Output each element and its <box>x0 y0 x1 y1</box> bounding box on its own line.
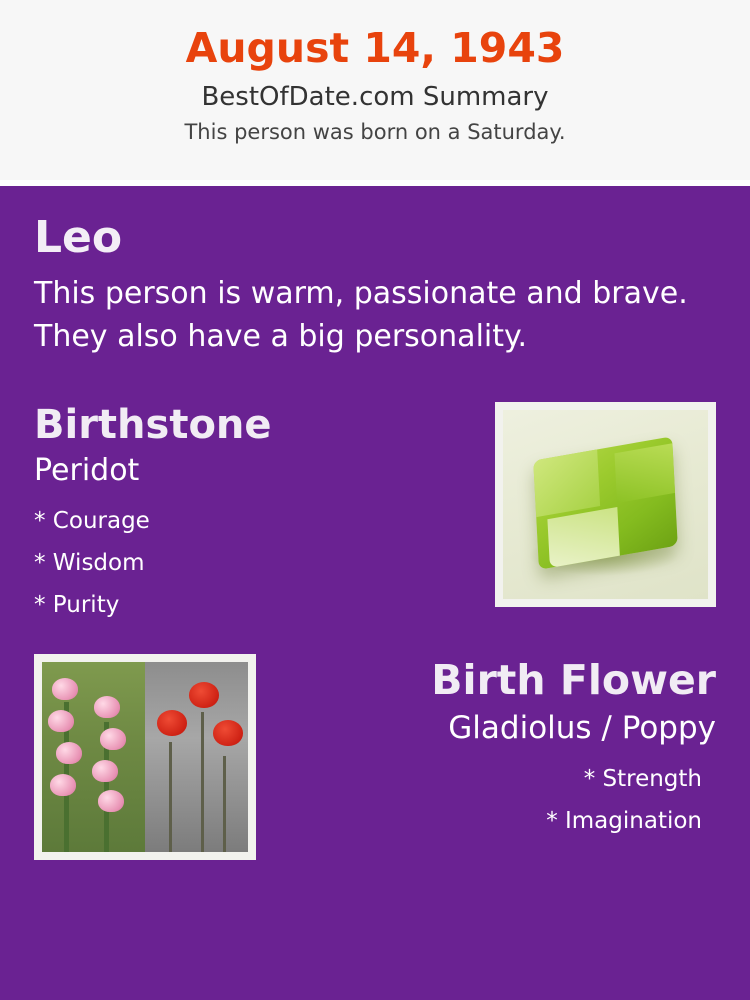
birthstone-photo <box>495 402 716 607</box>
birth-flower-photo <box>34 654 256 860</box>
birth-flower-section <box>34 654 716 869</box>
page-title: August 14, 1943 <box>185 24 565 72</box>
birthstone-trait: * Wisdom <box>34 550 145 576</box>
details-panel <box>0 186 750 1000</box>
birthstone-trait: * Courage <box>34 508 150 534</box>
zodiac-sign-name: Leo <box>34 212 123 263</box>
zodiac-description: This person is warm, passionate and brave. They also have a big personality. <box>34 276 688 354</box>
born-day-note: This person was born on a Saturday. <box>184 120 566 144</box>
birthstone-name: Peridot <box>34 453 140 488</box>
birth-flower-title: Birth Flower <box>431 656 716 704</box>
birth-flower-name: Gladiolus / Poppy <box>448 710 716 746</box>
birthstone-trait: * Purity <box>34 592 120 618</box>
birthstone-title: Birthstone <box>34 402 272 448</box>
birthstone-section <box>34 400 716 630</box>
birth-flower-trait: * Imagination <box>546 808 702 834</box>
poppy-image <box>145 662 248 852</box>
gladiolus-image <box>42 662 145 852</box>
site-summary-label: BestOfDate.com Summary <box>201 82 549 112</box>
birth-flower-trait: * Strength <box>583 766 702 792</box>
header <box>0 0 750 180</box>
